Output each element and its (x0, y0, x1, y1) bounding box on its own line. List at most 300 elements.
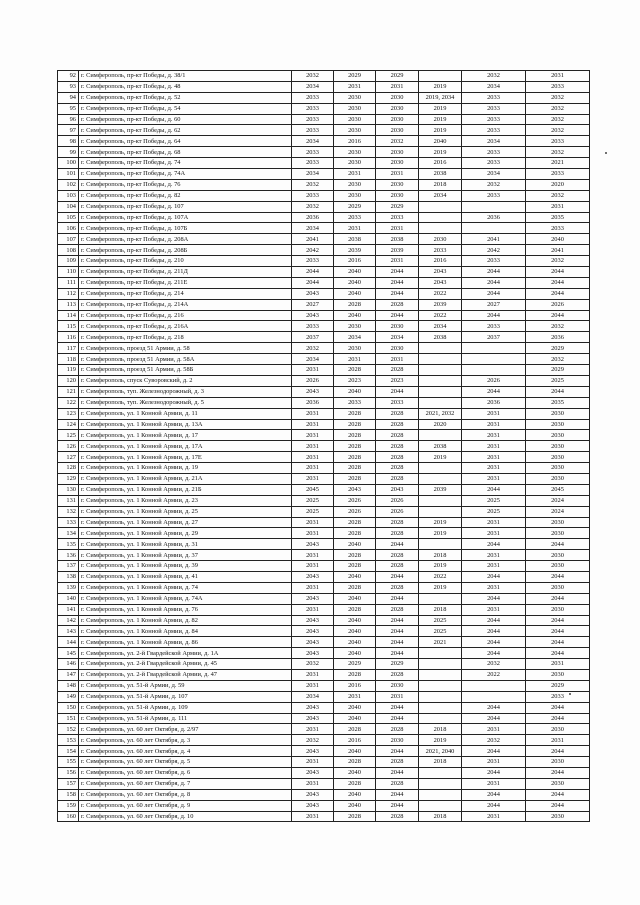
row-number: 117 (58, 343, 79, 354)
year-cell: 2034 (334, 332, 376, 343)
year-cell: 2039 (419, 484, 462, 495)
year-cell: 2034 (292, 169, 334, 180)
row-number: 156 (58, 768, 79, 779)
address-cell: г. Симферополь, ул. 60 лет Октября, д. 10 (79, 811, 292, 822)
address-cell: г. Симферополь, ул. 51-й Армии, д. 59 (79, 680, 292, 691)
year-cell: 2043 (376, 484, 419, 495)
year-cell: 2023 (334, 375, 376, 386)
address-cell: г. Симферополь, ул. 1 Конной Армии, д. 17Е (79, 452, 292, 463)
year-cell: 2043 (292, 713, 334, 724)
year-cell: 2040 (334, 789, 376, 800)
year-cell: 2028 (334, 550, 376, 561)
year-cell: 2016 (334, 136, 376, 147)
table-row (58, 375, 590, 386)
row-number: 113 (58, 299, 79, 310)
year-cell: 2018 (419, 550, 462, 561)
year-cell: 2041 (292, 234, 334, 245)
year-cell: 2030 (526, 430, 590, 441)
year-cell: 2036 (462, 212, 526, 223)
year-cell: 2021, 2032 (419, 408, 462, 419)
table-row (58, 669, 590, 680)
year-cell (419, 680, 462, 691)
year-cell: 2032 (526, 92, 590, 103)
row-number: 153 (58, 735, 79, 746)
year-cell: 2028 (334, 561, 376, 572)
year-cell: 2031 (462, 441, 526, 452)
address-cell: г. Симферополь, пр-кт Победы, д. 216 (79, 310, 292, 321)
year-cell (462, 223, 526, 234)
year-cell: 2031 (292, 669, 334, 680)
year-cell: 2044 (526, 593, 590, 604)
address-cell: г. Симферополь, пр-кт Победы, д. 107А (79, 212, 292, 223)
year-cell: 2016 (334, 256, 376, 267)
year-cell: 2016 (334, 680, 376, 691)
year-cell: 2031 (292, 680, 334, 691)
year-cell: 2018 (419, 724, 462, 735)
year-cell: 2043 (292, 800, 334, 811)
table-row (58, 582, 590, 593)
row-number: 149 (58, 691, 79, 702)
year-cell: 2031 (292, 452, 334, 463)
table-row (58, 713, 590, 724)
row-number: 134 (58, 528, 79, 539)
year-cell: 2030 (334, 179, 376, 190)
year-cell: 2026 (462, 375, 526, 386)
year-cell: 2043 (292, 789, 334, 800)
row-number: 123 (58, 408, 79, 419)
year-cell: 2040 (334, 768, 376, 779)
address-cell: г. Симферополь, пр-кт Победы, д. 211Д (79, 267, 292, 278)
year-cell: 2033 (462, 256, 526, 267)
year-cell: 2044 (376, 310, 419, 321)
year-cell: 2033 (526, 136, 590, 147)
year-cell: 2040 (334, 267, 376, 278)
row-number: 126 (58, 441, 79, 452)
year-cell: 2030 (526, 419, 590, 430)
year-cell: 2028 (334, 408, 376, 419)
year-cell: 2033 (462, 125, 526, 136)
year-cell: 2030 (376, 147, 419, 158)
row-number: 137 (58, 561, 79, 572)
table-row (58, 245, 590, 256)
year-cell: 2043 (292, 539, 334, 550)
row-number: 114 (58, 310, 79, 321)
year-cell: 2034 (462, 169, 526, 180)
year-cell: 2044 (526, 386, 590, 397)
year-cell: 2044 (376, 615, 419, 626)
year-cell: 2028 (334, 778, 376, 789)
year-cell: 2030 (376, 125, 419, 136)
year-cell: 2028 (376, 669, 419, 680)
year-cell: 2029 (334, 71, 376, 82)
year-cell: 2033 (292, 158, 334, 169)
year-cell: 2028 (334, 604, 376, 615)
year-cell: 2032 (526, 256, 590, 267)
year-cell: 2021 (526, 158, 590, 169)
table-row (58, 789, 590, 800)
year-cell: 2030 (526, 550, 590, 561)
year-cell: 2044 (376, 768, 419, 779)
table-row (58, 735, 590, 746)
row-number: 128 (58, 463, 79, 474)
year-cell: 2040 (419, 136, 462, 147)
address-cell: г. Симферополь, ул. 60 лет Октября, д. 8 (79, 789, 292, 800)
address-cell: г. Симферополь, ул. 1 Конной Армии, д. 76 (79, 604, 292, 615)
scan-speck (605, 152, 607, 154)
year-cell: 2032 (292, 201, 334, 212)
year-cell: 2044 (376, 702, 419, 713)
table-row (58, 757, 590, 768)
address-cell: г. Симферополь, ул. 1 Конной Армии, д. 74 (79, 582, 292, 593)
year-cell: 2020 (526, 179, 590, 190)
address-cell: г. Симферополь, ул. 60 лет Октября, д. 5 (79, 757, 292, 768)
address-cell: г. Симферополь, пр-кт Победы, д. 107Б (79, 223, 292, 234)
year-cell: 2032 (462, 735, 526, 746)
year-cell: 2019 (419, 528, 462, 539)
year-cell: 2033 (462, 158, 526, 169)
year-cell (419, 354, 462, 365)
year-cell: 2044 (526, 702, 590, 713)
year-cell: 2031 (462, 528, 526, 539)
row-number: 98 (58, 136, 79, 147)
year-cell: 2030 (526, 463, 590, 474)
address-cell: г. Симферополь, пр-кт Победы, д. 38/1 (79, 71, 292, 82)
year-cell (419, 702, 462, 713)
year-cell: 2045 (526, 484, 590, 495)
address-cell: г. Симферополь, пр-кт Победы, д. 214 (79, 288, 292, 299)
year-cell (419, 375, 462, 386)
row-number: 106 (58, 223, 79, 234)
year-cell: 2029 (526, 365, 590, 376)
row-number: 157 (58, 778, 79, 789)
year-cell: 2032 (462, 659, 526, 670)
year-cell: 2031 (292, 463, 334, 474)
row-number: 125 (58, 430, 79, 441)
year-cell: 2021, 2040 (419, 746, 462, 757)
table-row (58, 604, 590, 615)
year-cell: 2031 (462, 561, 526, 572)
table-row (58, 593, 590, 604)
address-cell: г. Симферополь, пр-кт Победы, д. 208Б (79, 245, 292, 256)
table-body (58, 71, 590, 822)
table-row (58, 125, 590, 136)
year-cell: 2031 (292, 517, 334, 528)
year-cell: 2044 (462, 789, 526, 800)
address-cell: г. Симферополь, ул. 60 лет Октября, д. 6 (79, 768, 292, 779)
year-cell (419, 71, 462, 82)
table-row (58, 724, 590, 735)
year-cell: 2031 (462, 517, 526, 528)
year-cell: 2044 (462, 637, 526, 648)
row-number: 145 (58, 648, 79, 659)
year-cell: 2031 (462, 778, 526, 789)
year-cell: 2028 (376, 724, 419, 735)
year-cell: 2030 (526, 582, 590, 593)
year-cell: 2016 (419, 256, 462, 267)
table-row (58, 267, 590, 278)
address-cell: г. Симферополь, пр-кт Победы, д. 107 (79, 201, 292, 212)
year-cell: 2033 (526, 169, 590, 180)
year-cell: 2043 (292, 593, 334, 604)
year-cell: 2031 (462, 473, 526, 484)
year-cell: 2028 (334, 441, 376, 452)
year-cell (419, 463, 462, 474)
year-cell: 2031 (334, 169, 376, 180)
year-cell (419, 365, 462, 376)
year-cell: 2028 (334, 365, 376, 376)
row-number: 96 (58, 114, 79, 125)
year-cell: 2032 (526, 114, 590, 125)
row-number: 118 (58, 354, 79, 365)
year-cell: 2031 (292, 528, 334, 539)
year-cell: 2043 (292, 637, 334, 648)
year-cell: 2027 (462, 299, 526, 310)
year-cell: 2032 (526, 190, 590, 201)
year-cell: 2033 (292, 147, 334, 158)
year-cell: 2028 (376, 757, 419, 768)
year-cell: 2044 (292, 267, 334, 278)
year-cell: 2028 (334, 757, 376, 768)
year-cell: 2044 (376, 626, 419, 637)
year-cell: 2031 (334, 354, 376, 365)
row-number: 130 (58, 484, 79, 495)
table-row (58, 397, 590, 408)
address-cell: г. Симферополь, пр-кт Победы, д. 210 (79, 256, 292, 267)
year-cell: 2044 (376, 288, 419, 299)
year-cell: 2034 (419, 321, 462, 332)
table-row (58, 158, 590, 169)
year-cell: 2030 (526, 811, 590, 822)
year-cell: 2034 (292, 223, 334, 234)
year-cell: 2033 (292, 125, 334, 136)
year-cell: 2044 (526, 789, 590, 800)
table-row (58, 179, 590, 190)
year-cell: 2030 (376, 321, 419, 332)
year-cell: 2040 (334, 615, 376, 626)
year-cell: 2030 (526, 778, 590, 789)
year-cell: 2031 (376, 354, 419, 365)
row-number: 100 (58, 158, 79, 169)
address-cell: г. Симферополь, пр-кт Победы, д. 64 (79, 136, 292, 147)
address-cell: г. Симферополь, пр-кт Победы, д. 211Е (79, 277, 292, 288)
year-cell: 2022 (419, 288, 462, 299)
table-row (58, 430, 590, 441)
address-cell: г. Симферополь, ул. 1 Конной Армии, д. 74А (79, 593, 292, 604)
year-cell: 2028 (376, 517, 419, 528)
year-cell: 2030 (376, 680, 419, 691)
year-cell: 2043 (292, 571, 334, 582)
year-cell: 2043 (334, 484, 376, 495)
row-number: 124 (58, 419, 79, 430)
address-cell: г. Симферополь, пр-кт Победы, д. 74А (79, 169, 292, 180)
year-cell: 2022 (462, 669, 526, 680)
year-cell: 2044 (462, 386, 526, 397)
year-cell: 2031 (462, 452, 526, 463)
year-cell: 2030 (376, 190, 419, 201)
table-row (58, 495, 590, 506)
table-row (58, 702, 590, 713)
row-number: 144 (58, 637, 79, 648)
year-cell: 2030 (526, 517, 590, 528)
year-cell: 2030 (526, 604, 590, 615)
year-cell: 2044 (526, 267, 590, 278)
row-number: 159 (58, 800, 79, 811)
table-row (58, 277, 590, 288)
year-cell: 2019 (419, 517, 462, 528)
year-cell: 2029 (526, 343, 590, 354)
year-cell: 2033 (419, 245, 462, 256)
year-cell: 2031 (376, 691, 419, 702)
year-cell: 2043 (292, 702, 334, 713)
year-cell: 2016 (419, 158, 462, 169)
year-cell: 2038 (419, 332, 462, 343)
table-row (58, 103, 590, 114)
year-cell: 2031 (292, 550, 334, 561)
address-cell: г. Симферополь, ул. 1 Конной Армии, д. 31 (79, 539, 292, 550)
year-cell: 2019 (419, 114, 462, 125)
table-row (58, 648, 590, 659)
year-cell: 2023 (376, 375, 419, 386)
table-row (58, 343, 590, 354)
address-cell: г. Симферополь, пр-кт Победы, д. 54 (79, 103, 292, 114)
address-cell: г. Симферополь, ул. 1 Конной Армии, д. 37 (79, 550, 292, 561)
year-cell: 2044 (376, 746, 419, 757)
year-cell: 2031 (292, 473, 334, 484)
address-cell: г. Симферополь, пр-кт Победы, д. 62 (79, 125, 292, 136)
year-cell: 2033 (292, 256, 334, 267)
address-cell: г. Симферополь, ул. 1 Конной Армии, д. 23 (79, 495, 292, 506)
year-cell: 2025 (419, 626, 462, 637)
year-cell: 2044 (526, 768, 590, 779)
year-cell: 2044 (376, 593, 419, 604)
year-cell: 2025 (526, 375, 590, 386)
table-row (58, 484, 590, 495)
year-cell: 2019 (419, 103, 462, 114)
table-row (58, 234, 590, 245)
year-cell: 2028 (376, 463, 419, 474)
address-cell: г. Симферополь, проезд 51 Армии, д. 58Б (79, 365, 292, 376)
year-cell: 2037 (292, 332, 334, 343)
year-cell: 2028 (376, 778, 419, 789)
year-cell: 2043 (292, 768, 334, 779)
year-cell: 2030 (334, 103, 376, 114)
year-cell: 2019 (419, 452, 462, 463)
year-cell: 2026 (292, 375, 334, 386)
year-cell: 2032 (292, 735, 334, 746)
year-cell: 2030 (334, 114, 376, 125)
year-cell: 2040 (334, 571, 376, 582)
year-cell: 2028 (334, 669, 376, 680)
year-cell: 2033 (462, 190, 526, 201)
year-cell: 2036 (526, 332, 590, 343)
row-number: 101 (58, 169, 79, 180)
year-cell (419, 669, 462, 680)
year-cell: 2030 (526, 441, 590, 452)
year-cell: 2033 (376, 212, 419, 223)
address-cell: г. Симферополь, ул. 60 лет Октября, д. 4 (79, 746, 292, 757)
year-cell: 2028 (376, 604, 419, 615)
table-row (58, 615, 590, 626)
table-row (58, 71, 590, 82)
row-number: 116 (58, 332, 79, 343)
table-row (58, 691, 590, 702)
year-cell: 2028 (376, 299, 419, 310)
year-cell: 2032 (376, 136, 419, 147)
table-row (58, 571, 590, 582)
table-row (58, 365, 590, 376)
year-cell: 2034 (462, 81, 526, 92)
address-cell: г. Симферополь, ул. 1 Конной Армии, д. 13А (79, 419, 292, 430)
year-cell: 2030 (376, 158, 419, 169)
row-number: 107 (58, 234, 79, 245)
year-cell: 2034 (292, 354, 334, 365)
year-cell (419, 659, 462, 670)
year-cell: 2044 (462, 539, 526, 550)
year-cell (419, 397, 462, 408)
year-cell: 2044 (526, 571, 590, 582)
table-row (58, 506, 590, 517)
address-cell: г. Симферополь, ул. 60 лет Октября, д. 9 (79, 800, 292, 811)
year-cell (419, 789, 462, 800)
table-row (58, 321, 590, 332)
year-cell: 2033 (334, 397, 376, 408)
year-cell: 2030 (334, 343, 376, 354)
row-number: 127 (58, 452, 79, 463)
year-cell: 2044 (526, 626, 590, 637)
year-cell: 2026 (526, 299, 590, 310)
year-cell: 2044 (376, 713, 419, 724)
year-cell: 2031 (526, 71, 590, 82)
year-cell: 2031 (292, 604, 334, 615)
year-cell: 2044 (462, 571, 526, 582)
row-number: 94 (58, 92, 79, 103)
year-cell: 2032 (526, 125, 590, 136)
year-cell (419, 473, 462, 484)
year-cell: 2039 (376, 245, 419, 256)
address-cell: г. Симферополь, ул. 1 Конной Армии, д. 17А (79, 441, 292, 452)
schedule-table (57, 70, 590, 822)
year-cell: 2019 (419, 561, 462, 572)
address-cell: г. Симферополь, ул. 51-й Армии, д. 111 (79, 713, 292, 724)
row-number: 148 (58, 680, 79, 691)
table-row (58, 528, 590, 539)
row-number: 151 (58, 713, 79, 724)
year-cell: 2033 (462, 103, 526, 114)
year-cell: 2044 (526, 648, 590, 659)
year-cell: 2033 (292, 114, 334, 125)
year-cell: 2043 (292, 288, 334, 299)
year-cell: 2030 (526, 669, 590, 680)
table-row (58, 332, 590, 343)
year-cell: 2044 (526, 539, 590, 550)
year-cell: 2028 (334, 582, 376, 593)
year-cell: 2044 (526, 800, 590, 811)
row-number: 140 (58, 593, 79, 604)
table-row (58, 473, 590, 484)
address-cell: г. Симферополь, ул. 1 Конной Армии, д. 19 (79, 463, 292, 474)
year-cell: 2031 (334, 691, 376, 702)
year-cell: 2044 (292, 277, 334, 288)
year-cell: 2044 (462, 288, 526, 299)
year-cell (419, 386, 462, 397)
year-cell: 2043 (419, 267, 462, 278)
year-cell: 2044 (462, 484, 526, 495)
row-number: 129 (58, 473, 79, 484)
table-row (58, 81, 590, 92)
year-cell: 2029 (376, 71, 419, 82)
year-cell: 2031 (462, 463, 526, 474)
address-cell: г. Симферополь, ул. 1 Конной Армии, д. 21Б (79, 484, 292, 495)
